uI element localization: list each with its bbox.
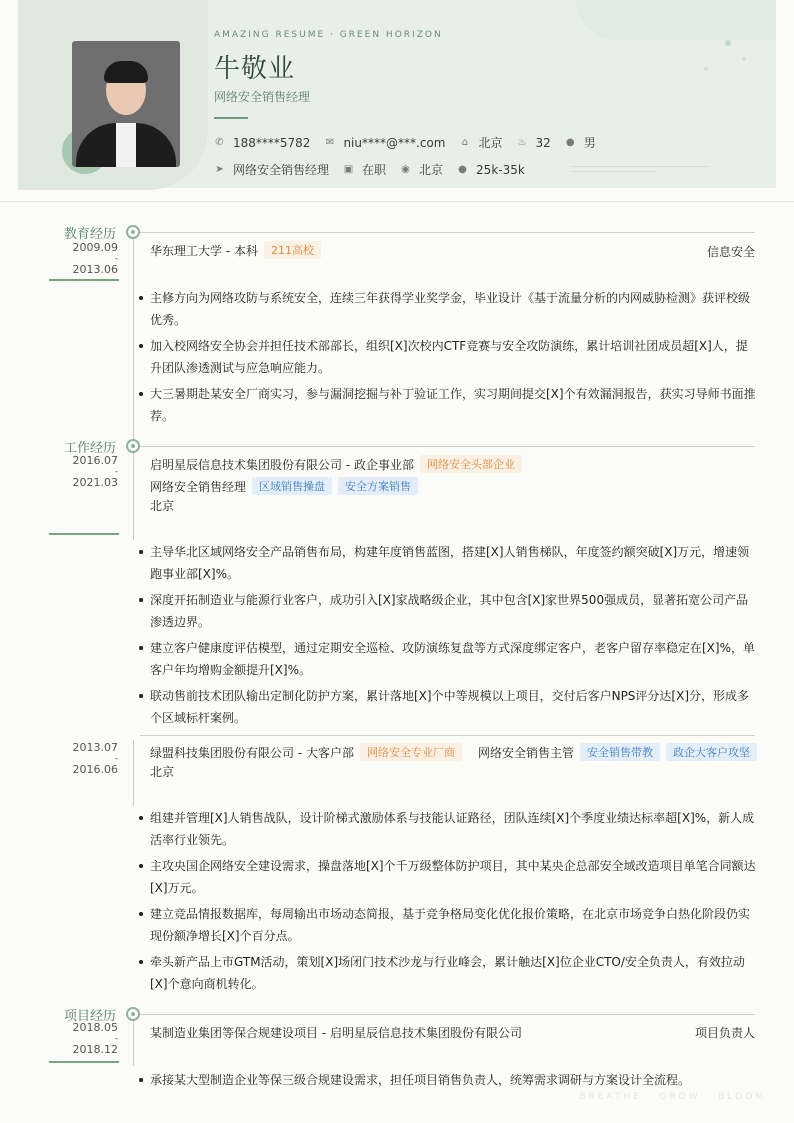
header-decor-right [576, 0, 776, 40]
job-company-line [150, 743, 757, 761]
company-badge: 网络安全头部企业 [420, 455, 522, 473]
date-start: 2013.07 [72, 741, 118, 754]
job-bullets [138, 807, 756, 999]
send-icon: ➤ [215, 164, 224, 175]
list-item: 大三暑期赴某安全厂商实习，参与漏洞挖掘与补丁验证工作，实习期间提交[X]个有效漏洞报告，获实习导师书面推荐。 [138, 383, 756, 427]
briefcase-icon: ▣ [343, 164, 354, 175]
mail-icon: ✉ [325, 137, 335, 148]
company-name: 绿盟科技集团股份有限公司 - 大客户部 [150, 745, 354, 760]
location-icon: ◉ [401, 164, 410, 175]
section-line [140, 1014, 755, 1015]
list-item: 建立客户健康度评估模型，通过定期安全巡检、攻防演练复盘等方式深度绑定客户，老客户留存率稳定在[X]%，单客户年均增购金额提升[X]%。 [138, 637, 756, 681]
skill-tag: 安全方案销售 [338, 477, 418, 495]
gender: 男 [583, 136, 596, 150]
section-title-education: 教育经历 [63, 227, 116, 242]
job-bullets [138, 541, 756, 733]
section-rule [49, 1061, 119, 1063]
candidate-role: 网络安全销售经理 [214, 90, 311, 104]
age: 32 [535, 135, 551, 150]
job-status: 在职 [362, 163, 387, 177]
list-item: 承接某大型制造企业等保三级合规建设需求，担任项目销售负责人，统筹需求调研与方案设计全流程。 [138, 1069, 756, 1091]
date-sep: - [114, 467, 118, 477]
contact-row [214, 134, 610, 151]
email: niu****@***.com [343, 135, 446, 150]
list-item: 主攻央国企网络安全建设需求，操盘落地[X]个千万级整体防护项目，其中某央企总部安全域改造项目单笔合同额达[X]万元。 [138, 855, 756, 899]
timeline-dot [126, 225, 140, 239]
project-role: 项目负责人 [694, 1026, 755, 1040]
phone: 188****5782 [233, 135, 311, 150]
education-bullets [138, 287, 756, 431]
timeline-line [133, 446, 134, 540]
job-city: 北京 [150, 499, 175, 513]
target-role: 网络安全销售经理 [233, 163, 330, 177]
date-sep: - [114, 754, 118, 764]
skill-tag: 政企大客户攻坚 [666, 743, 757, 761]
school-badge: 211高校 [264, 241, 321, 259]
list-item: 加入校网络安全协会并担任技术部部长，组织[X]次校内CTF竞赛与安全攻防演练，累计培训社团成员超[X]人，提升团队渗透测试与应急响应能力。 [138, 335, 756, 379]
section-rule [49, 279, 119, 281]
company-badge: 网络安全专业厂商 [360, 743, 462, 761]
decor-dot [704, 67, 708, 71]
decor-dot [725, 40, 731, 46]
candidate-name: 牛敬业 [214, 54, 296, 84]
date-sep: - [114, 1034, 118, 1044]
date-end: 2013.06 [72, 263, 118, 276]
list-item: 主修方向为网络攻防与系统安全，连续三年获得学业奖学金，毕业设计《基于流量分析的内网威胁检测》获评校级优秀。 [138, 287, 756, 331]
education-entry-title [150, 241, 321, 259]
section-line [140, 232, 755, 233]
gender-icon: ● [565, 137, 575, 148]
salary: 25k-35k [476, 162, 525, 177]
skill-tag: 区域销售操盘 [252, 477, 332, 495]
intent-row [214, 161, 539, 178]
date-end: 2016.06 [72, 763, 118, 776]
list-item: 深度开拓制造业与能源行业客户，成功引入[X]家战略级企业，其中包含[X]家世界500强成员，显著拓宽公司产品渗透边界。 [138, 589, 756, 633]
decor-dot [742, 57, 746, 61]
header-tagline: AMAZING RESUME · GREEN HORIZON [214, 30, 443, 40]
phone-icon: ✆ [215, 137, 224, 148]
city: 北京 [478, 136, 503, 150]
date-end: 2021.03 [72, 476, 118, 489]
home-icon: ⌂ [461, 137, 469, 148]
position: 网络安全销售主管 [477, 745, 574, 760]
position: 网络安全销售经理 [150, 479, 247, 494]
target-city: 北京 [419, 163, 444, 177]
job-company-line [150, 455, 522, 473]
timeline-dot [126, 439, 140, 453]
skill-tag: 安全销售带教 [580, 743, 660, 761]
header-divider [570, 171, 655, 172]
list-item: 组建并管理[X]人销售战队，设计阶梯式激励体系与技能认证路径，团队连续[X]个季度业绩达标率超[X]%，新人成活率行业领先。 [138, 807, 756, 851]
date-sep: - [114, 254, 118, 264]
school-name: 华东理工大学 - 本科 [150, 243, 258, 258]
timeline-line [133, 740, 134, 806]
timeline-dot [126, 1007, 140, 1021]
name-underline [214, 117, 248, 119]
list-item: 牵头新产品上市GTM活动，策划[X]场闭门技术沙龙与行业峰会，累计触达[X]位企业CTO/安全负责人，有效拉动[X]个意向商机转化。 [138, 951, 756, 995]
company-name: 启明星辰信息技术集团股份有限公司 - 政企事业部 [150, 457, 414, 472]
section-rule [49, 533, 119, 535]
timeline-line [133, 1016, 134, 1066]
project-name: 某制造业集团等保合规建设项目 - 启明星辰信息技术集团股份有限公司 [150, 1026, 522, 1040]
salary-icon: ● [458, 164, 467, 175]
list-item: 建立竞品情报数据库，每周输出市场动态简报，基于竞争格局变化优化报价策略，在北京市场竞争白热化阶段仍实现份额净增长[X]个百分点。 [138, 903, 756, 947]
date-start: 2016.07 [72, 454, 118, 467]
footer-watermark: BREATHE · GROW · BLOOM [579, 1092, 766, 1102]
section-title-projects: 项目经历 [63, 1009, 116, 1024]
date-end: 2018.12 [72, 1043, 118, 1056]
major: 信息安全 [706, 245, 755, 259]
header-divider [570, 166, 710, 167]
job-city: 北京 [150, 765, 175, 779]
date-start: 2009.09 [72, 241, 118, 254]
header-bottom-rule [0, 201, 794, 202]
section-line [140, 446, 755, 447]
list-item: 联动售前技术团队输出定制化防护方案，累计落地[X]个中等规模以上项目，交付后客户NPS评分达[X]分，形成多个区域标杆案例。 [138, 685, 756, 729]
section-title-work: 工作经历 [63, 441, 116, 456]
entry-divider [140, 735, 755, 736]
profile-photo [72, 41, 180, 167]
job-position-line [150, 477, 418, 495]
date-start: 2018.05 [72, 1021, 118, 1034]
cake-icon: ♨ [517, 137, 527, 148]
list-item: 主导华北区域网络安全产品销售布局，构建年度销售蓝图，搭建[X]人销售梯队，年度签约额突破[X]万元，增速领跑事业部[X]%。 [138, 541, 756, 585]
